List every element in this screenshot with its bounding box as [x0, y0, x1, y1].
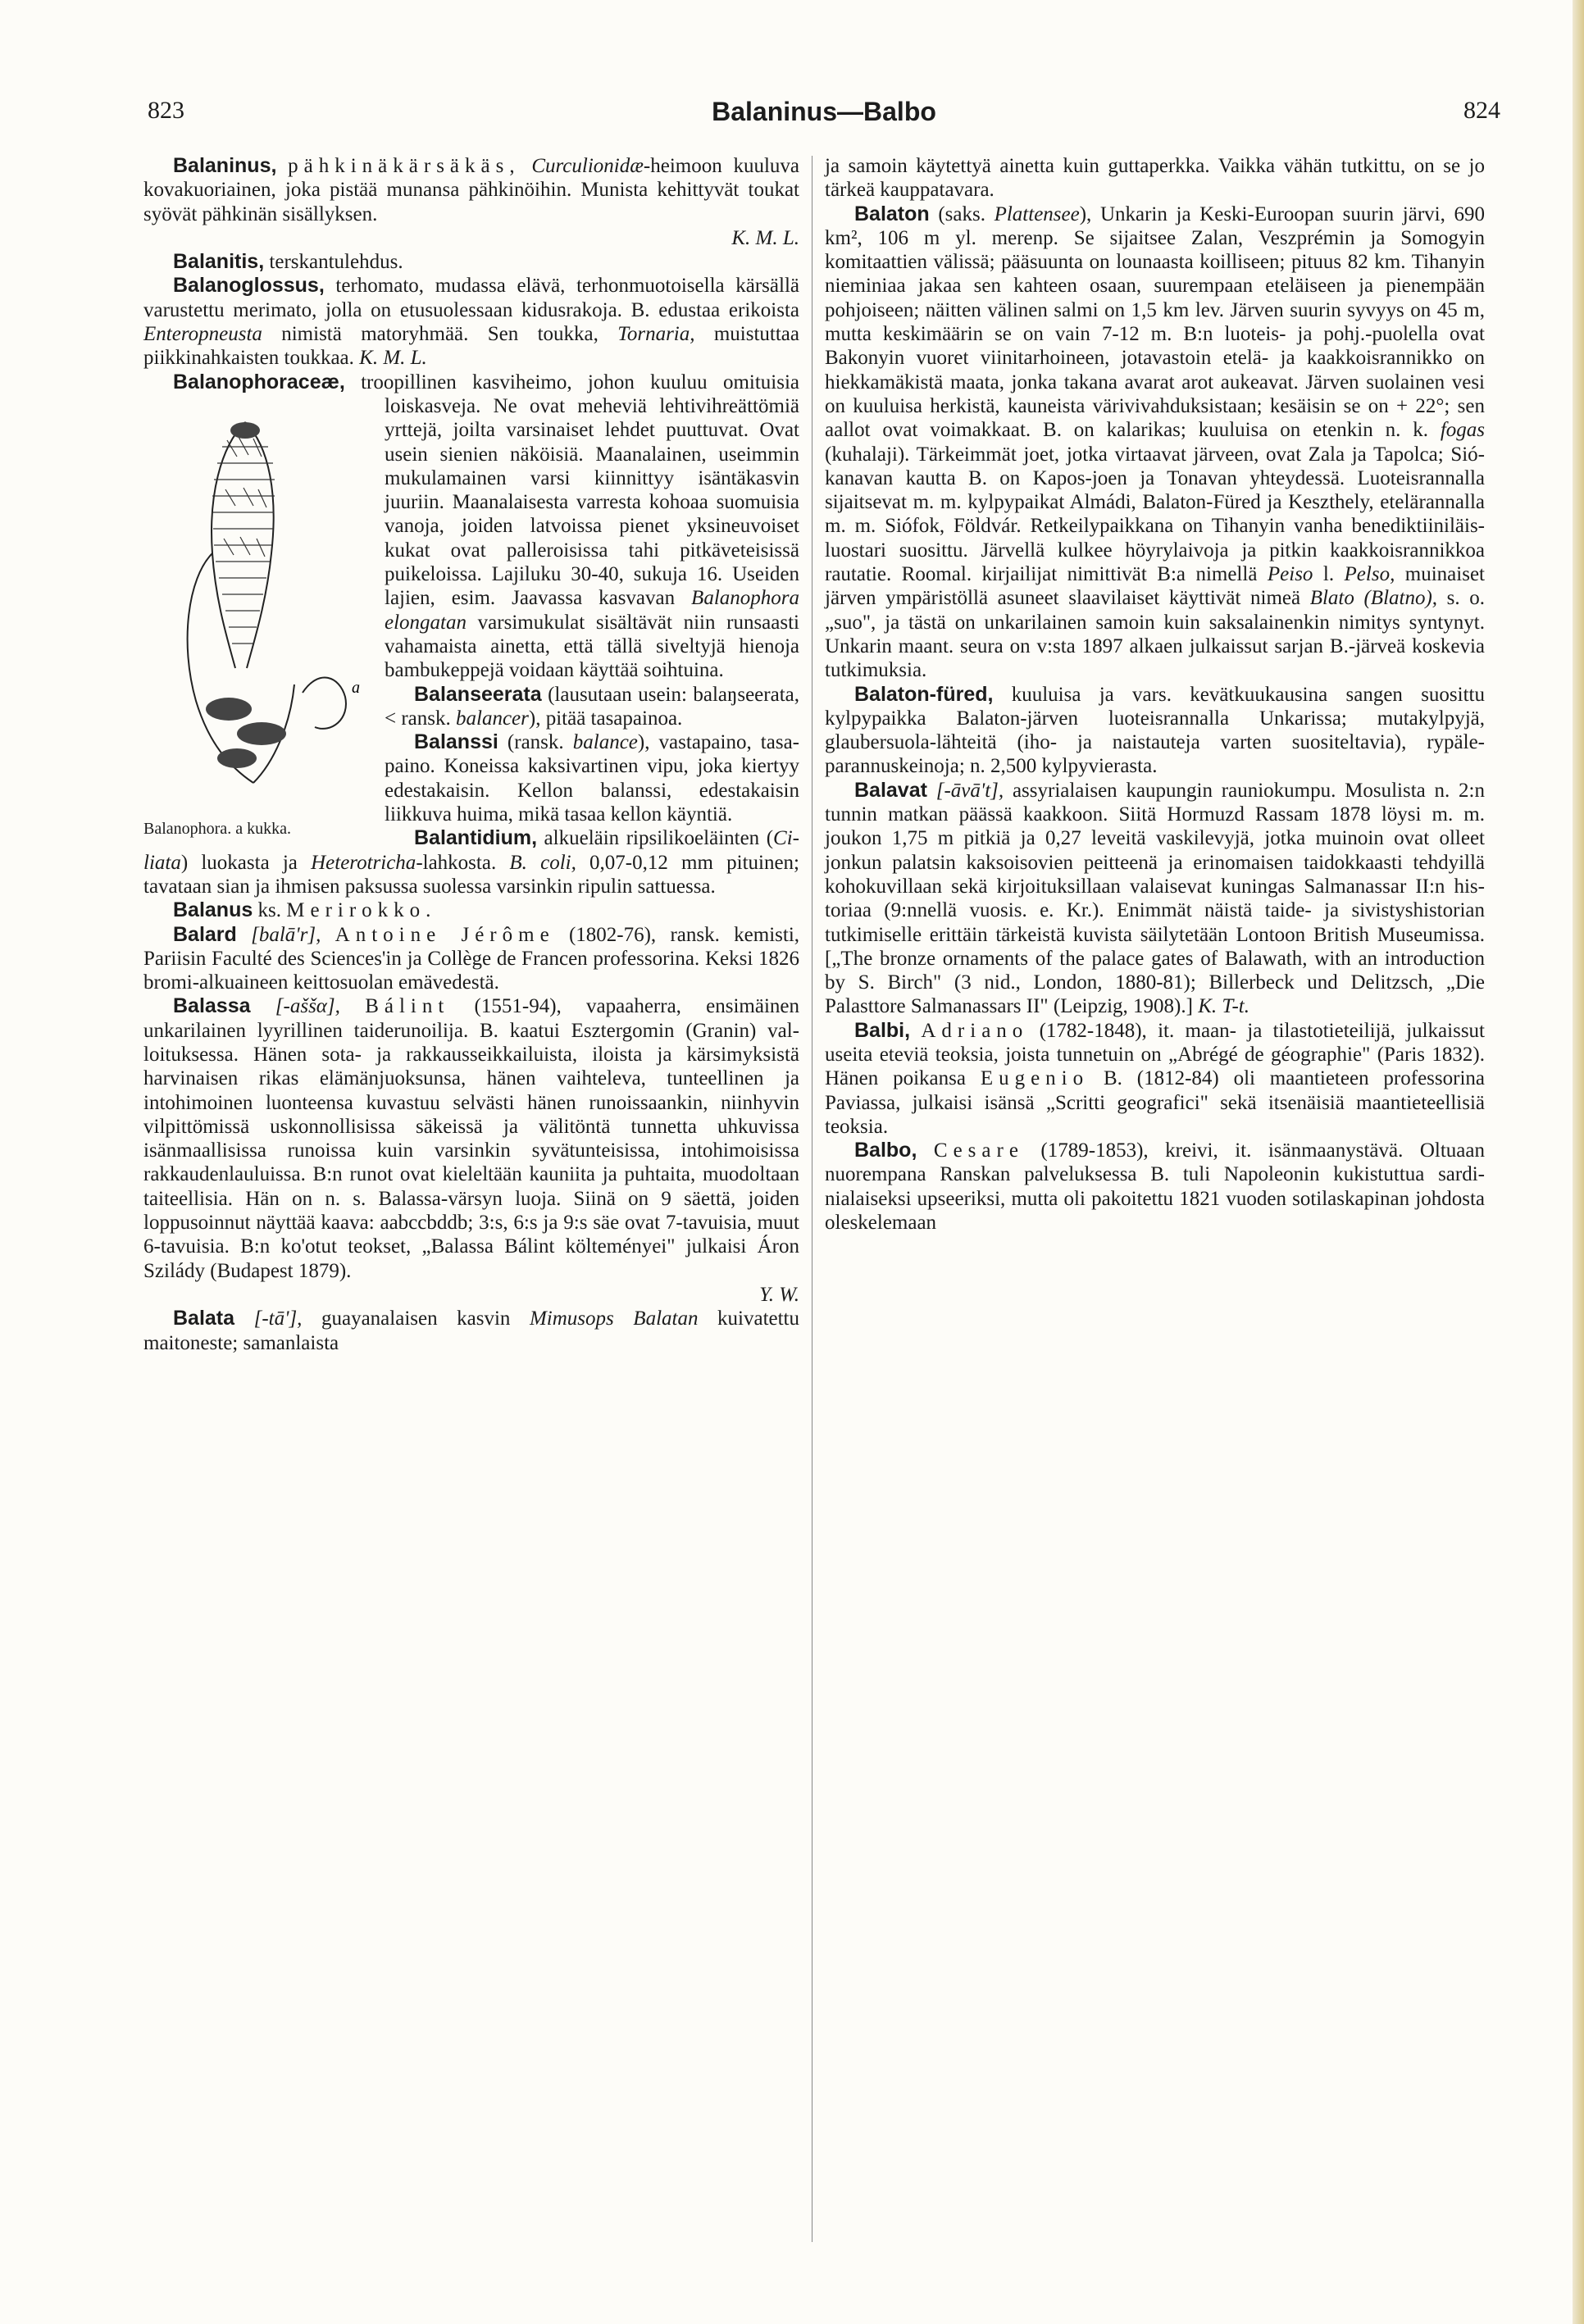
- body-text: kuivatettu maitoneste; samanlaista: [143, 1308, 799, 1354]
- headword: Balanitis,: [173, 250, 265, 274]
- continued-text: ja samoin käytettyä ainetta kuin guttaperkka. Vaikka vähän tutkittu, on se jo tärkeä kauppatavara.: [825, 155, 1485, 202]
- body-text: [251, 995, 275, 1017]
- article-paragraph: [825, 1139, 1485, 1235]
- spaced-name: Eugenio: [980, 1067, 1090, 1090]
- italic-text: Tornaria,: [617, 323, 695, 346]
- headword: Balassa: [173, 994, 251, 1018]
- italic-text: balancer: [456, 707, 529, 730]
- italic-text: Heterotricha: [311, 851, 416, 874]
- spaced-name: Cesare: [933, 1139, 1024, 1162]
- italic-text: balance: [572, 731, 638, 754]
- headword: Balanus: [173, 898, 253, 922]
- balanophora-plant-drawing: [130, 398, 368, 807]
- article-paragraph: [143, 898, 799, 922]
- body-text: terhomato, mudassa elävä, terhonmuotoisella kärsällä varustettu merimato, jolla on etusuolessaan kidusrakoja. B. edustaa erikoista: [143, 275, 799, 321]
- body-text: meheviä lehtivihreättömiä yrttejä, joilta varsinaiset lehdet puuttuvat. Ovat usein sienien näköisiä. Maanalainen, useimmin mukulamainen varsi kiinnittyy isäntäkasvin juuriin. Maanalaisesta varresta kohoaa suomuisia vanoja, joiden latvoissa pienet yksineuvoiset kukat ovat palleroisissa tahi pitkäveteisissä puikeloissa. Lajiluku 30-40, sukuja 16. Useiden lajien, esim. Jaavassa kasvavan: [385, 394, 799, 610]
- italic-text: Plattensee: [994, 202, 1080, 225]
- body-text: muistuttaa piikkinahkaisten toukkaa.: [143, 323, 799, 370]
- headword: Balanophoraceæ,: [173, 370, 345, 393]
- article-paragraph: [825, 1019, 1485, 1139]
- body-text: (lausutaan usein: balaŋseerata, < ransk.: [385, 683, 799, 730]
- italic-text: K. M. L.: [359, 347, 427, 370]
- headword: Balanoglossus,: [173, 274, 325, 298]
- body-text: [276, 155, 288, 177]
- headword: Balata: [173, 1307, 235, 1330]
- headword: Balaninus,: [173, 154, 277, 177]
- body-text: -heimoon kuuluva kovakuoriainen, joka pistää munansa pähkinöihin. Munista kehittyvät toukat syövät pähkinän sisällyksen.: [143, 155, 799, 225]
- spaced-name: Bálint: [365, 995, 450, 1018]
- page-edge: [1573, 0, 1584, 2324]
- italic-text: [-āvā't],: [935, 779, 1004, 802]
- body-text: (kuhalaji). Tärkeimmät joet, jotka virtaavat järveen, ovat Zala ja Tapolca; Sió-kanavan kautta B. on Kapos-joen ja Tonavan yhteydessä. Luoteisrannalla sijaitsevat m. m. kylpypaikat Almádi, Balaton-Füred ja Keszthely, etelärannalla m. m. Siófok, Földvár. Retkeilypaikkana on Tihanyin vanha benediktiiniläisluostari suosittu. Järvellä kulkee höyrylaivoja ja pitkin kaakkoisrannikkoa rautatie. Roomal. kirjailijat nimittivät B:a nimellä: [825, 443, 1485, 586]
- italic-text: Ciliata: [143, 827, 799, 874]
- italic-text: B. coli,: [509, 851, 576, 874]
- article-paragraph: [143, 274, 799, 370]
- italic-text: K. T-t.: [1198, 995, 1249, 1018]
- article-paragraph: [143, 1283, 799, 1307]
- balanophora-illustration: [114, 398, 375, 844]
- body-text: [237, 924, 251, 946]
- article-paragraph: [825, 154, 1485, 202]
- right-column: [825, 154, 1485, 1235]
- headword: Balantidium,: [414, 826, 538, 850]
- body-text: (ransk.: [498, 731, 573, 754]
- author-signature: K. M. L.: [731, 226, 799, 249]
- author-signature: Y. W.: [759, 1283, 799, 1306]
- headword: Balaton-füred,: [854, 682, 994, 706]
- headword: Balbi,: [854, 1018, 911, 1042]
- article-paragraph: [143, 154, 799, 226]
- italic-text: fogas: [1440, 419, 1485, 442]
- body-text: troopillinen kasviheimo, johon kuuluu omituisia loiskasveja. Ne ovat: [344, 371, 799, 417]
- italic-text: Enteropneusta: [143, 323, 262, 346]
- running-title: Balaninus—Balbo: [712, 97, 936, 126]
- article-paragraph: [825, 202, 1485, 683]
- body-text: [521, 155, 532, 177]
- body-text: (1782-1848), it. maan- ja tilastotieteilijä, julkaissut useita eteviä teoksia, joista tunnetuin on „Abrégé de géographie" (Paris 1832). Hänen poikansa: [825, 1019, 1486, 1090]
- italic-text: Balanophora elongatan: [385, 587, 799, 634]
- body-text: ks.: [253, 899, 287, 922]
- headword: Balanseerata: [414, 682, 542, 706]
- body-text: 0,07-0,12 mm pituinen; tavataan sian ja ihmisen paksussa suolessa varsinkin ripulin sattuessa.: [143, 851, 799, 898]
- spaced-name: Antoine Jérôme: [335, 923, 555, 946]
- headword: Balard: [173, 922, 237, 946]
- page-header: [148, 97, 1500, 138]
- body-text: (1551-94), vapaaherra, ensimäinen unkarilainen lyyrillinen taiderunoilija. B. kaatui Esztergomin (Granin) valloituksessa. Hänen sota- ja rakkausseikkailuista, iloista ja kärsimyksistä harvinaisen rikas elämänjuoksunsa, hänen vaihteleva, tunteellinen ja intohimoinen luonteensa kuvastuu selvästi hänen runoissaankin, niinhyvin vilpittömissä uskonnollisissa säkeissä ja välitöntä tunnetta uhkuvissa isänmaallisissa runoissa kuin varsinkin syvätunteisissa, intohimoisissa rakkaudenlauluissa. B:n runot ovat kieleltään kauniita ja puhtaita, muodoltaan taiteellisia. Hän on n. s. Balassa-värsyn luoja. Siinä on 9 säettä, joiden loppusoinnut näyttää kaava: aabccbddb; 3:s, 6:s ja 9:s säe ovat 7-tavuisia, muut 6-tavuisia. B:n ko'otut teokset, „Balassa Bálint költeményei" julkaisi Áron Szilády (Budapest 1879).: [143, 995, 800, 1282]
- body-text: varsimukulat sisältävät niin runsaasti vahamaista ainetta, että tällä siveltyjä hienoja bambukeppejä voidaan käyttää soihtuina.: [385, 611, 799, 682]
- body-text: -lahkosta.: [416, 851, 510, 874]
- headword: Balbo,: [854, 1139, 917, 1162]
- spaced-name: Adriano: [921, 1019, 1029, 1042]
- article-paragraph: [825, 779, 1485, 1019]
- article-paragraph: [143, 250, 799, 274]
- body-text: (1789-1853), kreivi, it. isänmaanystävä. Oltuaan nuorempana Ranskan palveluksessa B. tuli Napoleonin kukistuttua sardinialaiseksi upseeriksi, mutta oli pakoitettu 1821 vuoden sotilaskapinan johdosta oleskelemaan: [825, 1139, 1485, 1235]
- body-text: (saks.: [929, 202, 995, 225]
- article-paragraph: [143, 994, 799, 1283]
- left-column: [143, 154, 799, 1355]
- article-paragraph: [143, 1307, 799, 1355]
- italic-text: Mimusops Balatan: [529, 1308, 699, 1330]
- spaced-name: Merirokko.: [286, 899, 437, 922]
- italic-text: Curculionidæ: [531, 155, 644, 177]
- article-paragraph: [143, 923, 799, 995]
- headword: Balavat: [854, 778, 927, 802]
- body-text: l.: [1313, 563, 1345, 586]
- body-text: nimistä matoryhmää. Sen toukka,: [262, 323, 618, 346]
- italic-text: [-aššα],: [275, 995, 340, 1018]
- italic-text: Pelso,: [1344, 563, 1395, 586]
- article-paragraph: [825, 683, 1485, 779]
- italic-text: Peiso: [1267, 563, 1313, 586]
- figure-caption: Balanophora. a kukka.: [143, 819, 291, 838]
- italic-text: Blato (Blatno),: [1309, 587, 1438, 610]
- body-text: ), pitää tasapainoa.: [528, 707, 683, 730]
- body-text: [917, 1139, 934, 1162]
- page-number-right: 824: [1463, 97, 1500, 124]
- svg-text:a: a: [352, 678, 360, 697]
- headword: Balanssi: [414, 730, 498, 754]
- body-text: [927, 780, 936, 802]
- body-text: kuuluisa ja vars. kevätkuukausina sangen suosittu kylpypaikka Balaton-järven luoteisrannalla Unkarissa; mutakylpyjä, glaubersuola-lähteitä (iho- ja naistauteja varten suositeltavia), rypäle-parannuskeinoja; n. 2,500 kylpyvierasta.: [825, 683, 1485, 778]
- body-text: ), Unkarin ja Keski-Euroopan suurin järvi, 690 km², 106 m yl. merenp. Se sijaitsee Zalan, Veszprémin ja Somogyin komitaattien välissä; pääsuunta on lounaasta koilliseen; pituus 82 km. Tihanyin nieminiaa jakaa sen kahteen osaan, suurempaan eteläiseen ja pienempään pohjoiseen; näitten välinen salmi on 1,5 km lev. Järven suurin syvyys on 45 m, mutta keskimäärin se on vain 7-12 m. B:n luoteis- ja pohj.-puolella ovat Bakonyin vuoret viinitarhoineen, jotavastoin etelä- ja kaakkoisrannikko on hiekkamäkistä maata, jonka takana avarat arot aukeavat. Järven suolainen vesi on kuuluisa herkistä, kauneista värivivahduksistaan; kesäisin se on + 22°; sen aallot ovat voimakkaat. B. on kalarikas; kuuluisa on etenkin n. k.: [825, 202, 1485, 442]
- body-text: ), vastapaino, tasapaino. Koneissa kaksivartinen vipu, joka kiertyy edestakaisin. Kellon balanssi, edestakaisin liikkuva huima, mikä tasaa kellon käyntiä.: [385, 731, 799, 826]
- body-text: B. (1812-84) oli maantieteen professorina Paviassa, julkaisi isänsä „Scritti geografici" sekä itsenäisiä maantieteellisiä teoksia.: [825, 1067, 1485, 1138]
- body-text: [910, 1020, 921, 1042]
- italic-text: [-tā'],: [253, 1308, 303, 1330]
- body-text: [234, 1308, 254, 1330]
- body-text: [321, 924, 335, 946]
- body-text: guayanalaisen kasvin: [302, 1308, 530, 1330]
- body-text: (1802-76), ransk. kemisti, Pariisin Faculté des Sciences'in ja Collège de Francen professorina. Keksi 1826 bromi-alkuaineen keittosuolan emävedestä.: [143, 923, 800, 994]
- body-text: ) luokasta ja: [180, 851, 312, 874]
- body-text: assyrialaisen kaupungin rauniokumpu. Mosulista n. 2:n tunnin matkan päässä kaakkoon. Siitä Hormuzd Rassam 1878 löysi m. m. joukon 1,75 m pitkiä ja 0,27 leveitä vaskilevyjä, jotka muinoin ovat olleet jonkun palatsin kaksoisovien peitteenä ja erinomaisen taidokkaasti tehdyillä kohokuvillaan sekä kirjoituksillaan valaisevat kuningas Salmanassar II:n historiaa (9:nnellä vuosis. e. Kr.). Enimmät näistä taide- ja sivistyshistorian tutkimiselle erittäin tärkeistä kuvista säilytetään Lontoon British Museumissa. [„The bronze ornaments of the palace gates of Balawath, with an introduction by S. Birch" (3 nid., London, 1880-81); Billerbeck und Delitzsch, „Die Palasttore Salmanassars II" (Leipzig, 1908).]: [825, 779, 1485, 1018]
- body-text: [340, 995, 365, 1017]
- headword: Balaton: [854, 202, 930, 225]
- article-paragraph: [143, 226, 799, 250]
- body-text: terskantulehdus.: [264, 251, 403, 274]
- spaced-name: pähkinäkärsäkäs,: [288, 155, 521, 177]
- italic-text: [balā'r],: [251, 923, 321, 946]
- page-number-left: 823: [148, 97, 184, 124]
- body-text: alkueläin ripsilikoeläinten (: [537, 827, 774, 850]
- body-text: muinaiset järven ympäristöllä asuneet slaavilaiset käyttivät nimeä: [825, 563, 1485, 610]
- body-text: s. o. „suo", ja tästä on unkarilainen samoin kuin saksalainenkin nimitys syntynyt. Unkarin maant. seura on v:sta 1897 alkaen julkaissut sarjan B.-järveä koskevia tutkimuksia.: [825, 587, 1485, 682]
